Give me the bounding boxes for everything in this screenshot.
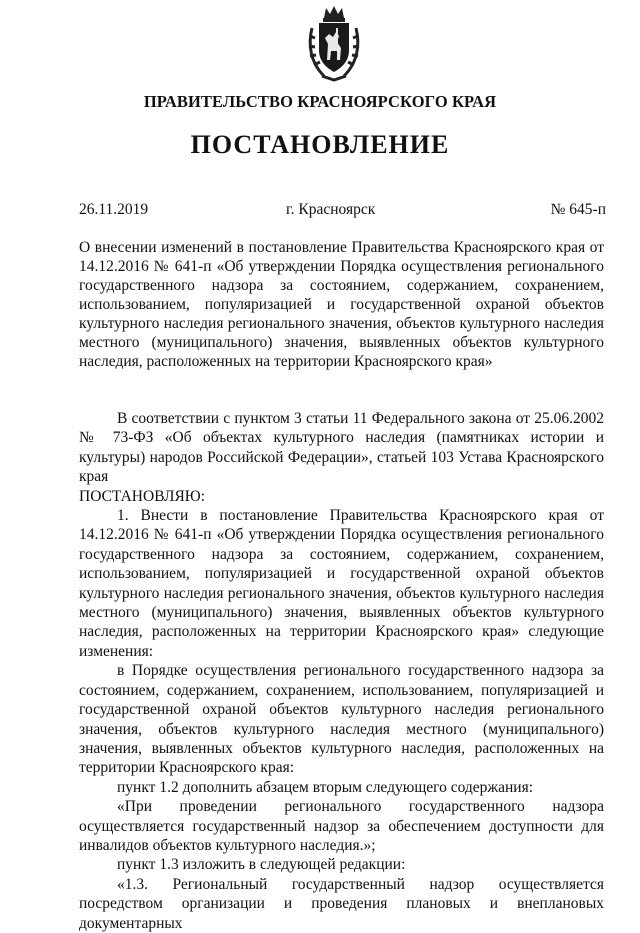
procedure-paragraph: в Порядке осуществления регионального государственного надзора за состоянием, содержанием, сохранением, использованием, популяризацией и государственной охраной объектов культурного наследия регионального значения, объектов культурного наследия местного (муниципального) значения, выявленных объектов культурного наследия, расположенных на территории Красноярского края:	[79, 662, 604, 777]
resolution-word: ПОСТАНОВЛЯЮ:	[79, 487, 206, 505]
document-body	[79, 409, 604, 933]
document-date: 26.11.2019	[79, 201, 149, 218]
clause-1-2-quote: «При проведении регионального государственного надзора осуществляется государственный надзор за обеспечением доступности для инвалидов объектов культурного наследия.»;	[79, 798, 604, 854]
organization-name: ПРАВИТЕЛЬСТВО КРАСНОЯРСКОГО КРАЯ	[143, 92, 497, 111]
preamble-paragraph: В соответствии с пунктом 3 статьи 11 Федерального закона от 25.06.2002 № 73-ФЗ «Об объектах культурного наследия (памятниках истории и культуры) народов Российской Федерации», статьей 103 Устава Красноярского края	[79, 410, 604, 486]
document-number: № 645-п	[550, 201, 606, 218]
document-subject: О внесении изменений в постановление Правительства Красноярского края от 14.12.2016 № 641-п «Об утверждении Порядка осуществления регионального государственного надзора за состоянием, содержанием, сохранением, использованием, популяризацией и государственной охраной объектов культурного наследия регионального значения, объектов культурного наследия местного (муниципального) значения, выявленных объектов культурного наследия, расположенных на территории Красноярского края»	[79, 239, 604, 370]
clause-1-3-quote: «1.3. Региональный государственный надзор осуществляется посредством организации и проведения плановых и внеплановых документарных	[79, 875, 604, 932]
document-type-title: ПОСТАНОВЛЕНИЕ	[190, 130, 450, 159]
item-1-paragraph: 1. Внести в постановление Правительства Красноярского края от 14.12.2016 № 641-п «Об утверждении Порядка осуществления регионального государственного надзора за состоянием, содержанием, сохранением, использованием, популяризацией и государственной охраной объектов культурного наследия регионального значения, объектов культурного наследия местного (муниципального) значения, выявленных объектов культурного наследия, расположенных на территории Красноярского края» следующие изменения:	[79, 507, 604, 660]
document-city: г. Красноярск	[286, 201, 376, 218]
clause-1-2-paragraph: пункт 1.2 дополнить абзацем вторым следующего содержания:	[117, 778, 534, 796]
clause-1-3-paragraph: пункт 1.3 изложить в следующей редакции:	[117, 856, 406, 874]
krasnoyarsk-coat-of-arms-icon	[306, 4, 362, 84]
